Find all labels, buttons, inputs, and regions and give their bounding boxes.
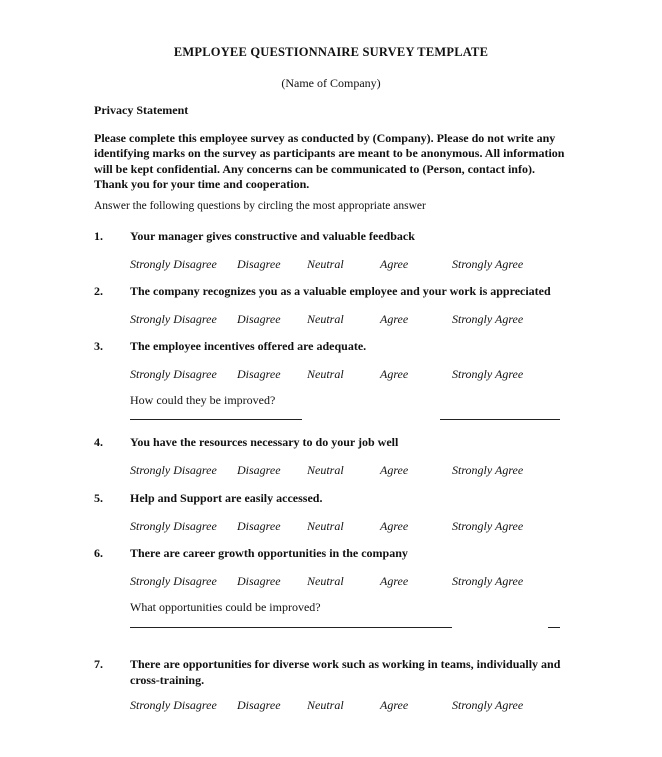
question-number: 4. <box>94 435 103 449</box>
answer-line[interactable] <box>130 419 302 420</box>
option-strongly-disagree[interactable]: Strongly Disagree <box>130 574 217 588</box>
question-text: The company recognizes you as a valuable employee and your work is appreciated <box>130 284 551 298</box>
option-strongly-disagree[interactable]: Strongly Disagree <box>130 367 217 381</box>
option-agree[interactable]: Agree <box>380 312 409 326</box>
option-strongly-agree[interactable]: Strongly Agree <box>452 698 524 712</box>
option-neutral[interactable]: Neutral <box>307 312 344 326</box>
option-disagree[interactable]: Disagree <box>237 257 281 271</box>
option-strongly-disagree[interactable]: Strongly Disagree <box>130 463 217 477</box>
option-neutral[interactable]: Neutral <box>307 257 344 271</box>
question-text: There are opportunities for diverse work such as working in teams, individually and cross-training. <box>130 657 561 687</box>
option-strongly-agree[interactable]: Strongly Agree <box>452 574 524 588</box>
option-disagree[interactable]: Disagree <box>237 519 281 533</box>
option-neutral[interactable]: Neutral <box>307 519 344 533</box>
option-strongly-disagree[interactable]: Strongly Disagree <box>130 698 217 712</box>
option-disagree[interactable]: Disagree <box>237 367 281 381</box>
question-number: 2. <box>94 284 103 298</box>
option-agree[interactable]: Agree <box>380 367 409 381</box>
option-agree[interactable]: Agree <box>380 519 409 533</box>
option-agree[interactable]: Agree <box>380 257 409 271</box>
answer-line[interactable] <box>440 419 560 420</box>
option-neutral[interactable]: Neutral <box>307 698 344 712</box>
option-strongly-disagree[interactable]: Strongly Disagree <box>130 519 217 533</box>
company-name: (Name of Company) <box>281 76 381 90</box>
question-text: The employee incentives offered are adequate. <box>130 339 367 353</box>
option-strongly-agree[interactable]: Strongly Agree <box>452 519 524 533</box>
question-text: Help and Support are easily accessed. <box>130 491 323 505</box>
question-text: There are career growth opportunities in the company <box>130 546 408 560</box>
instructions: Answer the following questions by circling the most appropriate answer <box>94 200 426 212</box>
question-number: 5. <box>94 491 103 505</box>
question-number: 7. <box>94 657 103 671</box>
option-neutral[interactable]: Neutral <box>307 367 344 381</box>
question-text: Your manager gives constructive and valuable feedback <box>130 229 415 243</box>
option-agree[interactable]: Agree <box>380 698 409 712</box>
option-strongly-agree[interactable]: Strongly Agree <box>452 463 524 477</box>
followup-question: What opportunities could be improved? <box>130 600 321 614</box>
option-agree[interactable]: Agree <box>380 463 409 477</box>
option-strongly-disagree[interactable]: Strongly Disagree <box>130 312 217 326</box>
answer-line[interactable] <box>130 627 452 628</box>
privacy-statement: Please complete this employee survey as conducted by (Company). Please do not write any identifying marks on the survey as participants are meant to be anonymous. All information will be kept confidential. Any concerns can be communicated to (Person, contact info). Thank you for your time and cooperation. <box>94 131 565 191</box>
privacy-heading: Privacy Statement <box>94 103 189 117</box>
option-disagree[interactable]: Disagree <box>237 698 281 712</box>
option-disagree[interactable]: Disagree <box>237 574 281 588</box>
question-text: You have the resources necessary to do your job well <box>130 435 399 449</box>
option-strongly-disagree[interactable]: Strongly Disagree <box>130 257 217 271</box>
question-number: 1. <box>94 229 103 243</box>
question-number: 3. <box>94 339 103 353</box>
option-neutral[interactable]: Neutral <box>307 463 344 477</box>
option-strongly-agree[interactable]: Strongly Agree <box>452 257 524 271</box>
followup-question: How could they be improved? <box>130 393 276 407</box>
answer-line[interactable] <box>548 627 560 628</box>
option-strongly-agree[interactable]: Strongly Agree <box>452 367 524 381</box>
option-disagree[interactable]: Disagree <box>237 463 281 477</box>
option-strongly-agree[interactable]: Strongly Agree <box>452 312 524 326</box>
option-agree[interactable]: Agree <box>380 574 409 588</box>
question-number: 6. <box>94 546 103 560</box>
option-neutral[interactable]: Neutral <box>307 574 344 588</box>
document-title: EMPLOYEE QUESTIONNAIRE SURVEY TEMPLATE <box>173 45 489 59</box>
option-disagree[interactable]: Disagree <box>237 312 281 326</box>
